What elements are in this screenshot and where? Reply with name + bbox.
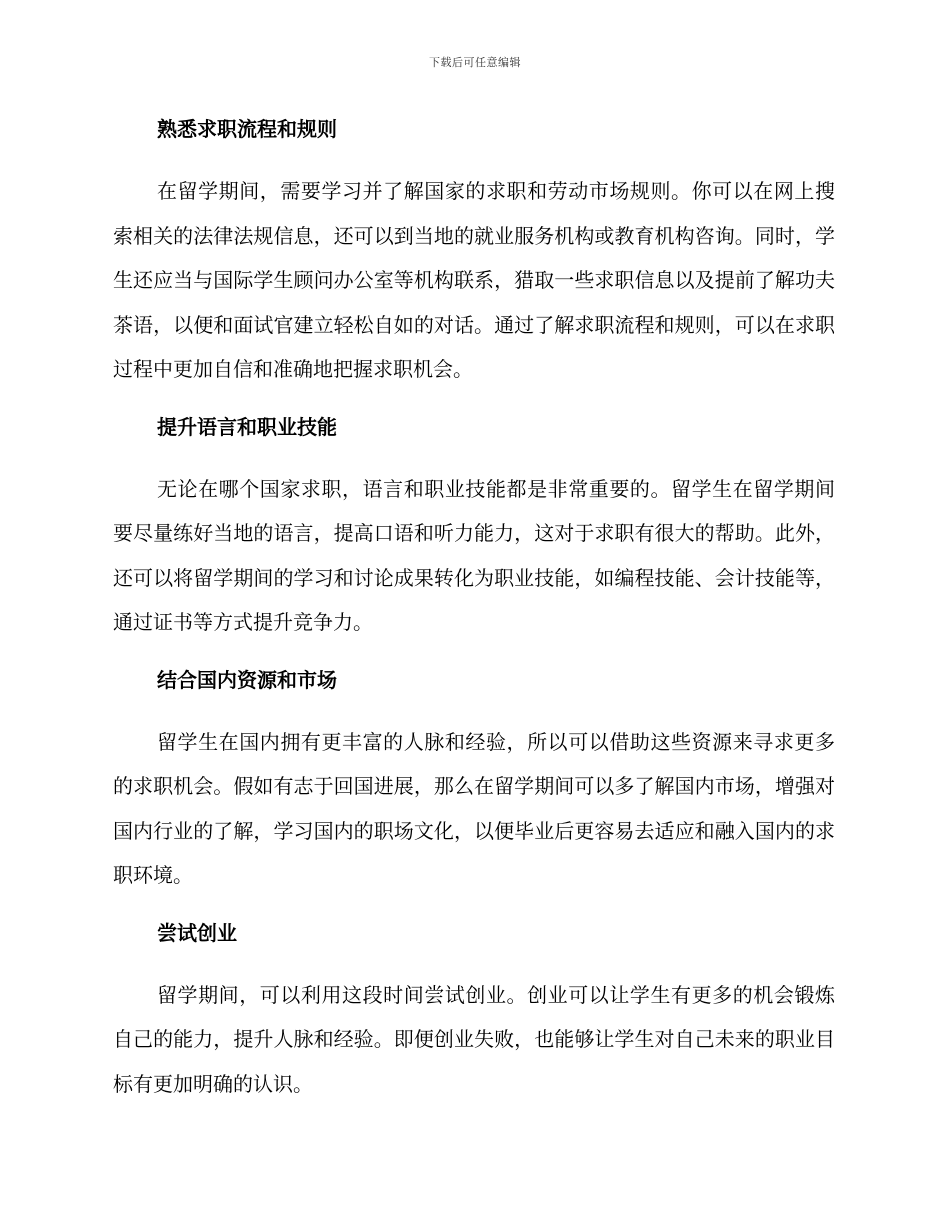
section-entrepreneurship bbox=[113, 917, 835, 1107]
section-language-skills bbox=[113, 411, 835, 645]
section-heading: 尝试创业 bbox=[157, 920, 237, 945]
section-domestic-resources bbox=[113, 664, 835, 898]
document-body bbox=[113, 113, 835, 1125]
section-paragraph: 留学生在国内拥有更丰富的人脉和经验，所以可以借助这些资源来寻求更多的求职机会。假如有志于回国进展，那么在留学期间可以多了解国内市场，增强对国内行业的了解，学习国内的职场文化，以便毕业后更容易去适应和融入国内的求职环境。 bbox=[113, 729, 835, 887]
section-paragraph: 留学期间，可以利用这段时间尝试创业。创业可以让学生有更多的机会锻炼自己的能力，提升人脉和经验。即便创业失败，也能够让学生对自己未来的职业目标有更加明确的认识。 bbox=[113, 982, 835, 1096]
section-paragraph: 在留学期间，需要学习并了解国家的求职和劳动市场规则。你可以在网上搜索相关的法律法规信息，还可以到当地的就业服务机构或教育机构咨询。同时，学生还应当与国际学生顾问办公室等机构联系，猎取一些求职信息以及提前了解功夫茶语，以便和面试官建立轻松自如的对话。通过了解求职流程和规则，可以在求职过程中更加自信和准确地把握求职机会。 bbox=[113, 179, 835, 381]
section-job-process bbox=[113, 113, 835, 392]
section-heading: 熟悉求职流程和规则 bbox=[157, 117, 337, 141]
section-heading: 结合国内资源和市场 bbox=[157, 667, 337, 692]
section-heading: 提升语言和职业技能 bbox=[157, 414, 337, 439]
page-header: 下载后可任意编辑 bbox=[429, 56, 521, 69]
section-paragraph: 无论在哪个国家求职，语言和职业技能都是非常重要的。留学生在留学期间要尽量练好当地的语言，提高口语和听力能力，这对于求职有很大的帮助。此外，还可以将留学期间的学习和讨论成果转化为职业技能，如编程技能、会计技能等，通过证书等方式提升竞争力。 bbox=[113, 476, 835, 634]
